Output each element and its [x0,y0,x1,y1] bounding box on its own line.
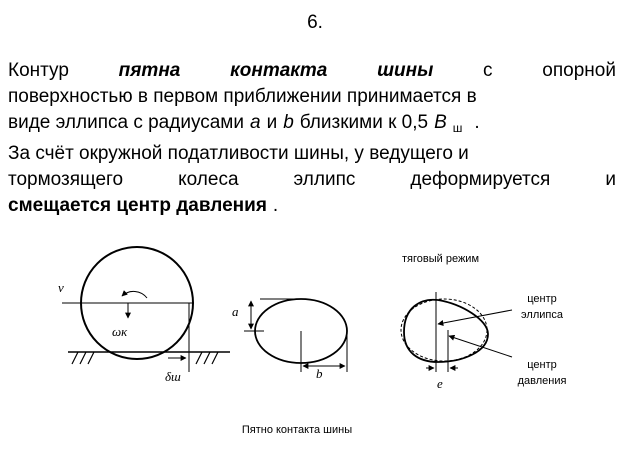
line-text: За счёт окружной податливости шины, у ведущего и [8,143,469,164]
line-text: близкими к 0,5 [299,112,429,133]
pressure-center-shift: смещается центр давления [8,195,267,216]
slide-number: 6. [307,12,323,33]
radius-a: а [249,112,261,133]
ellipse-center-pointer [438,310,512,324]
line-text: виде эллипса с радиусами [8,112,244,133]
traction-mode-label: тяговый режим [402,253,480,265]
omega-label: ωк [112,324,128,339]
e-label: е [437,376,443,391]
ellipse-center-label-1: центр [527,293,557,305]
word: колеса [178,169,239,190]
word: эллипс [293,169,356,190]
word: деформируется [410,169,551,190]
word: с [483,60,493,81]
word: и [266,112,278,133]
contact-ellipse-diagram [232,299,347,381]
line-text: поверхностью в первом приближении принимается в [8,86,477,107]
word: тормозящего [8,169,124,190]
term-spot: пятна [118,60,181,81]
deformed-contact-ellipse [404,300,488,362]
term-tire: шины [377,60,434,81]
tire-width: B $_ш$ [434,112,463,135]
diagram-caption: Пятно контакта шины [241,424,353,436]
ellipse-center-label-2: эллипса [521,309,563,321]
pressure-center-pointer [449,336,512,357]
period: . [272,195,279,216]
pressure-center-label-2: давления [517,375,567,387]
b-label: b [316,366,323,381]
word: опорной [542,60,616,81]
reference-ellipse [401,299,487,361]
word: Контур [8,60,69,81]
rotation-arrow [122,291,147,298]
deformed-ellipse-diagram [401,253,566,391]
pressure-center-label-1: центр [527,359,557,371]
a-label: а [232,304,239,319]
delta-label: δш [165,369,181,384]
period: . [474,112,480,133]
word: и [605,169,616,190]
term-contact: контакта [230,60,328,81]
wheel-diagram [58,247,230,384]
radius-b: b [283,112,294,133]
velocity-label: v [58,280,64,295]
